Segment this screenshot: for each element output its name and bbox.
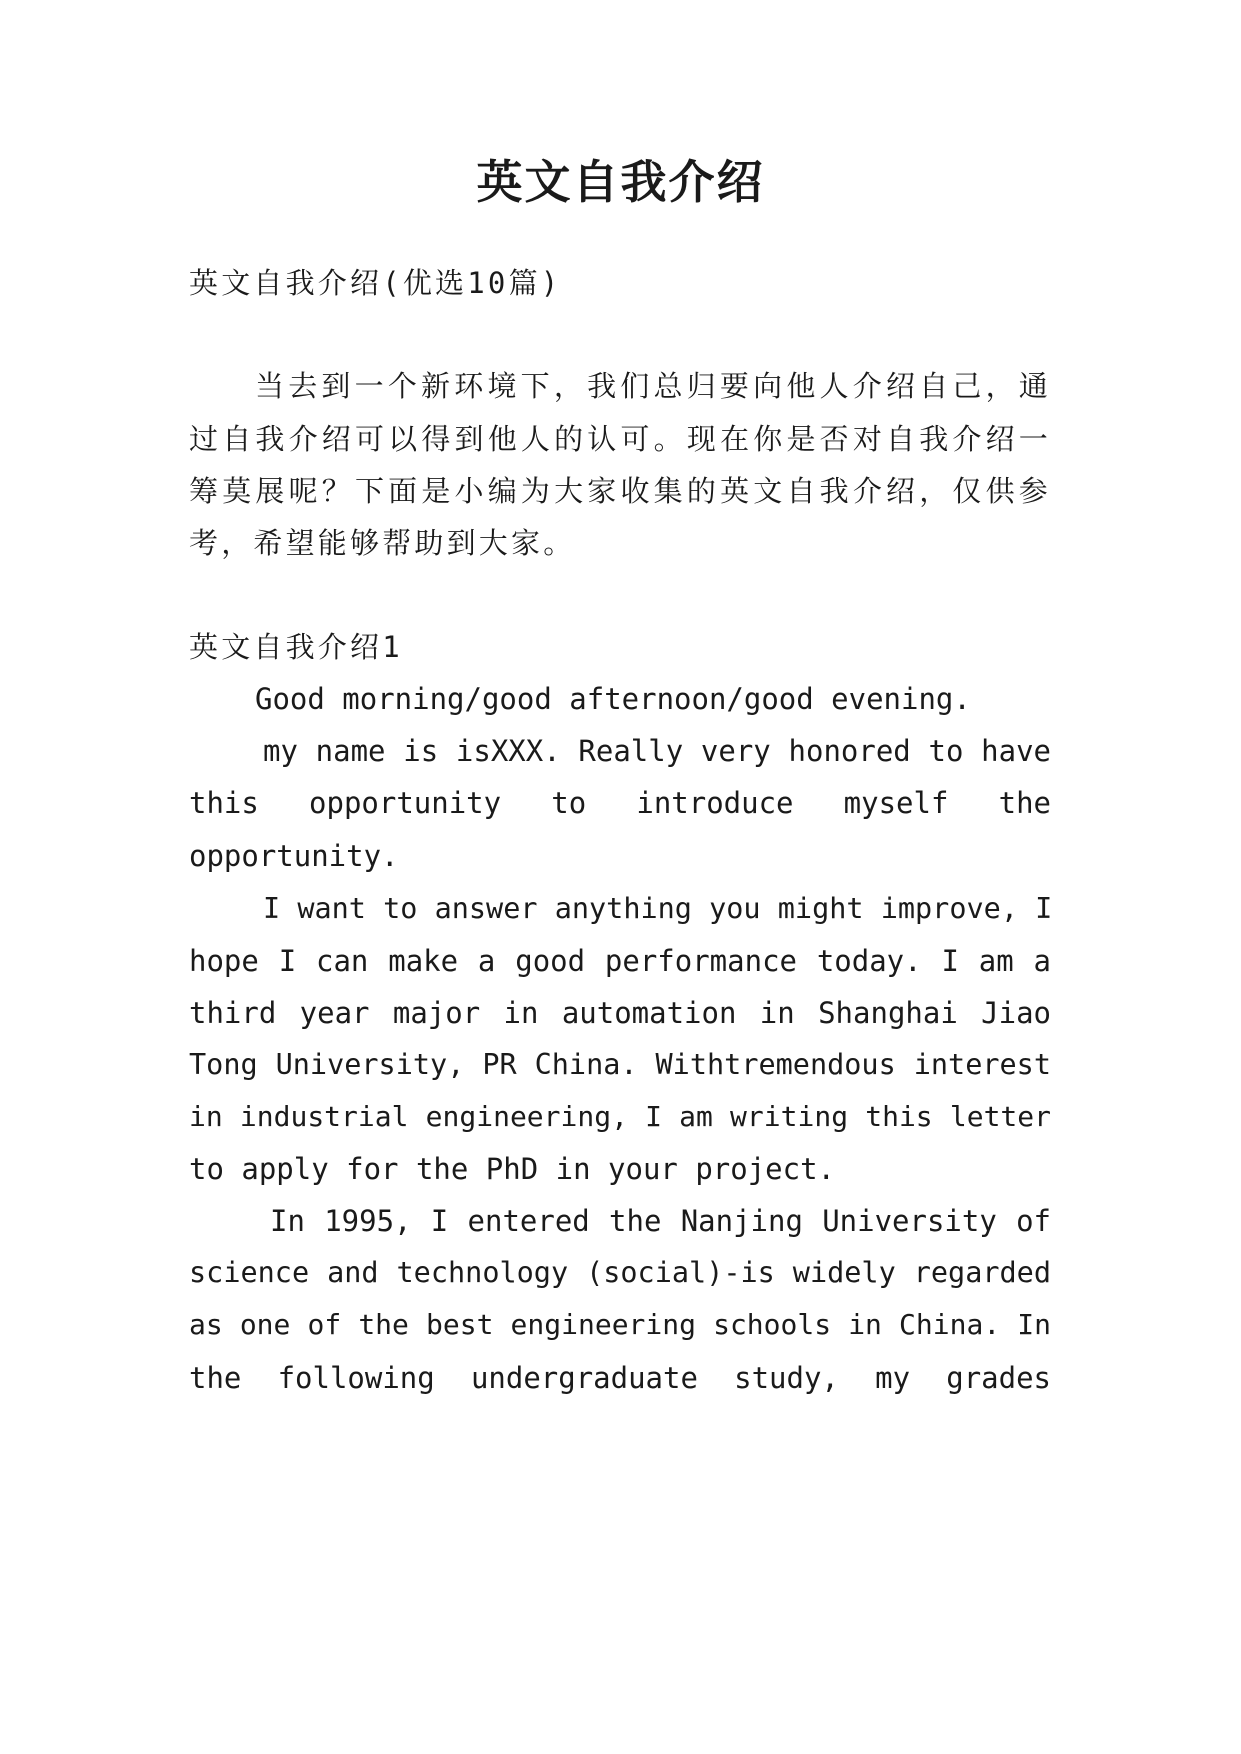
- document-subtitle: 英文自我介绍(优选10篇): [189, 266, 562, 300]
- intro-line-1: 当去到一个新环境下，我们总归要向他人介绍自己，通: [255, 369, 1051, 403]
- body-line-13: as one of the best engineering schools in China. In: [189, 1308, 1051, 1341]
- section-heading: 英文自我介绍1: [189, 630, 403, 664]
- body-line-7: third year major in automation in Shanghai Jiao: [189, 996, 1051, 1030]
- body-line-8: Tong University, PR China. Withtremendous interest: [189, 1048, 1051, 1081]
- body-line-14: the following undergraduate study, my grades: [189, 1361, 1051, 1395]
- intro-line-2: 过自我介绍可以得到他人的认可。现在你是否对自我介绍一: [189, 422, 1051, 456]
- body-line-3: this opportunity to introduce myself the: [189, 786, 1051, 820]
- body-line-4: opportunity.: [189, 839, 399, 873]
- body-line-11: In 1995, I entered the Nanjing University of: [270, 1204, 1051, 1238]
- intro-line-3: 筹莫展呢？下面是小编为大家收集的英文自我介绍，仅供参: [189, 474, 1051, 508]
- body-line-5: I want to answer anything you might improve, I: [263, 892, 1053, 925]
- intro-line-4: 考，希望能够帮助到大家。: [189, 526, 576, 560]
- body-line-10: to apply for the PhD in your project.: [189, 1152, 836, 1186]
- body-line-12: science and technology (social)-is widely regarded: [189, 1256, 1051, 1289]
- body-line-2: my name is isXXX. Really very honored to have: [263, 734, 1051, 768]
- body-line-9: in industrial engineering, I am writing this letter: [189, 1100, 1051, 1133]
- body-line-6: hope I can make a good performance today. I am a: [189, 944, 1051, 978]
- document-title: 英文自我介绍: [476, 155, 765, 209]
- body-line-1: Good morning/good afternoon/good evening.: [255, 682, 971, 716]
